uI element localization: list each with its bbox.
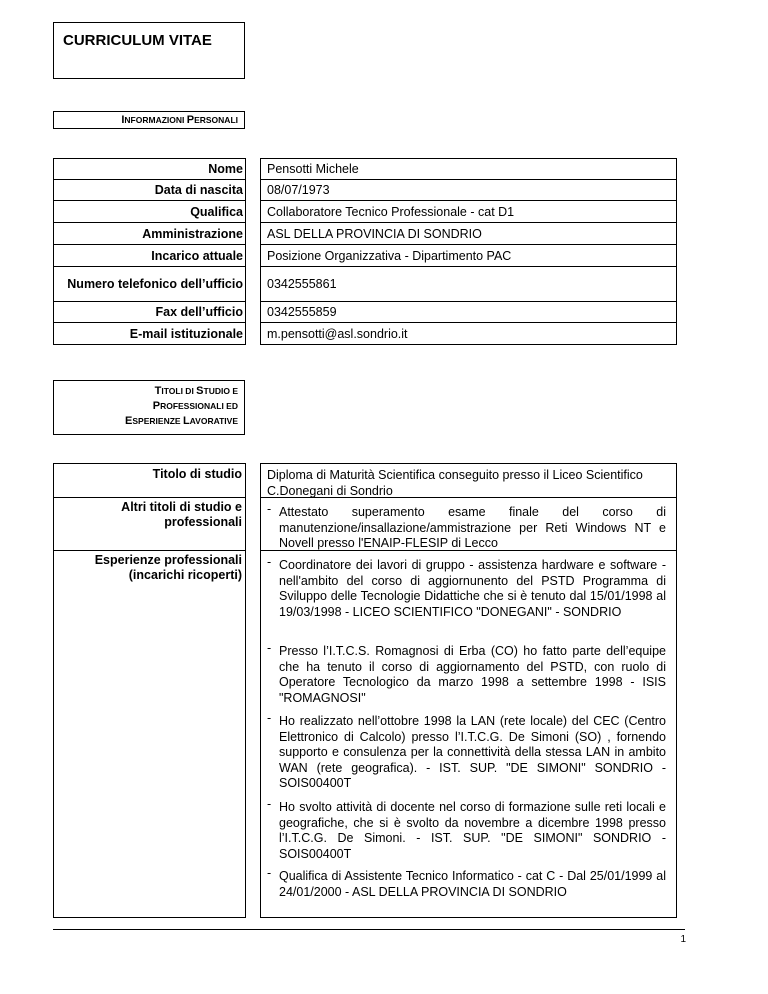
sc-rest: SPERIENZE: [132, 416, 183, 426]
section-header-education: [53, 380, 245, 435]
table-divider: [245, 463, 246, 918]
value-nome: Pensotti Michele: [260, 158, 677, 180]
label-qualifica: Qualifica: [53, 201, 246, 223]
value-incarico: Posizione Organizzativa - Dipartimento PAC: [260, 245, 677, 267]
sc-cap: S: [196, 385, 204, 397]
section2-line1: [58, 384, 238, 399]
section2-line2: [58, 399, 238, 414]
label-nome: Nome: [53, 158, 246, 180]
label-altri-titoli: Altri titoli di studio e professionali: [121, 500, 242, 529]
sc-rest: ITOLI DI: [161, 386, 197, 396]
list-item-altri-titoli: - Attestato superamento esame finale del corso di manutenzione/insallazione/ammistrazione per Reti Windows NT e Novell presso l'ENAIP-FLESIP di Lecco: [267, 502, 666, 550]
sc-rest: ROFESSIONALI ED: [160, 401, 238, 411]
table-divider: [245, 158, 246, 345]
list-item-text: Ho svolto attività di docente nel corso di formazione sulle reti locali e geografiche, che si è svolto da novembre a dicembre 1998 presso l’I.T.C.G. De Simoni. - IST. SUP. "DE SIMONI" SONDRIO - SOIS00400T: [279, 800, 666, 861]
row-divider: [261, 550, 676, 551]
list-item-text: Presso l’I.T.C.S. Romagnosi di Erba (CO) ho fatto parte dell’equipe che ha tenuto il corso di aggiornamento del PSTD, con ruolo di Operatore Tecnologico da marzo 1998 a settembre 1998 - ISIS "ROMAGNOSI": [279, 644, 666, 705]
list-item-esperienza: - Qualifica di Assistente Tecnico Informatico - cat C - Dal 25/01/1999 al 24/01/2000 - ASL DELLA PROVINCIA DI SONDRIO: [267, 866, 666, 899]
sc-cap: T: [154, 385, 162, 397]
row-divider: [54, 497, 245, 498]
page-number: 1: [680, 934, 686, 945]
sc-cap: P: [186, 114, 195, 126]
list-item-text: Qualifica di Assistente Tecnico Informatico - cat C - Dal 25/01/1999 al 24/01/2000 - ASL DELLA PROVINCIA DI SONDRIO: [279, 869, 666, 899]
sc-cap: I: [121, 114, 125, 126]
label-email: E-mail istituzionale: [53, 323, 246, 345]
section-header-personal-info: [53, 111, 245, 129]
label-titolo-studio: Titolo di studio: [152, 467, 242, 481]
sc-rest: TUDIO E: [203, 386, 238, 396]
value-email: m.pensotti@asl.sondrio.it: [260, 323, 677, 345]
value-telefono: 0342555861: [260, 267, 677, 302]
list-item-esperienza: - Ho svolto attività di docente nel corso di formazione sulle reti locali e geografiche, che si è svolto da novembre a dicembre 1998 presso l’I.T.C.G. De Simoni. - IST. SUP. "DE SIMONI" SONDRIO - SOIS00400T: [267, 797, 666, 861]
list-item-esperienza: - Presso l’I.T.C.S. Romagnosi di Erba (CO) ho fatto parte dell’equipe che ha tenuto il corso di aggiornamento del PSTD, con ruolo di Operatore Tecnologico da marzo 1998 a settembre 1998 - ISIS "ROMAGNOSI": [267, 641, 666, 705]
sc-rest: ERSONALI: [194, 115, 238, 125]
sc-cap: L: [182, 415, 190, 427]
list-item-text: Attestato superamento esame finale del corso di manutenzione/insallazione/ammistrazione per Reti Windows NT e Novell presso l'ENAIP-FLESIP di Lecco: [279, 505, 666, 550]
label-fax: Fax dell’ufficio: [53, 302, 246, 323]
cv-title: CURRICULUM VITAE: [53, 22, 245, 79]
row-divider: [54, 550, 245, 551]
label-telefono: Numero telefonico dell’ufficio: [53, 267, 246, 302]
sc-rest: NFORMAZIONI: [124, 115, 187, 125]
sc-cap: P: [152, 400, 161, 412]
education-labels-column: [53, 463, 246, 918]
list-item-text: Ho realizzato nell’ottobre 1998 la LAN (rete locale) del CEC (Centro Elettronico di Calcolo) presso l’I.T.C.G. De Simoni (SO) , fornendo supporto e consulenza per la connettività della stessa LAN in ambito WAN (rete geografica). - IST. SUP. "DE SIMONI" SONDRIO - SOIS00400T: [279, 714, 666, 790]
section2-line3: [58, 414, 238, 429]
sc-rest: AVORATIVE: [189, 416, 238, 426]
list-item-text: Coordinatore dei lavori di gruppo - assistenza hardware e software - nell'ambito del corso di aggiornunento del PSTD Programma di Sviluppo delle Tecnologie Didattiche che si è tenuto dal 15/01/1998 al 19/03/1998 - LICEO SCIENTIFICO "DONEGANI" - SONDRIO: [279, 558, 666, 619]
value-fax: 0342555859: [260, 302, 677, 323]
value-amministrazione: ASL DELLA PROVINCIA DI SONDRIO: [260, 223, 677, 245]
list-item-esperienza: - Coordinatore dei lavori di gruppo - assistenza hardware e software - nell'ambito del corso di aggiornunento del PSTD Programma di Sviluppo delle Tecnologie Didattiche che si è tenuto dal 15/01/1998 al 19/03/1998 - LICEO SCIENTIFICO "DONEGANI" - SONDRIO: [267, 555, 666, 619]
label-amministrazione: Amministrazione: [53, 223, 246, 245]
sc-cap: E: [125, 415, 133, 427]
education-values-column: [260, 463, 677, 918]
value-titolo-studio: Diploma di Maturità Scientifica conseguito presso il Liceo Scientifico C.Donegani di Sondrio: [267, 468, 643, 498]
label-esperienze: Esperienze professionali (incarichi ricoperti): [94, 553, 242, 582]
footer-divider: [53, 929, 685, 930]
value-data-nascita: 08/07/1973: [260, 180, 677, 201]
value-qualifica: Collaboratore Tecnico Professionale - cat D1: [260, 201, 677, 223]
label-data-nascita: Data di nascita: [53, 180, 246, 201]
row-divider: [261, 497, 676, 498]
label-incarico: Incarico attuale: [53, 245, 246, 267]
list-item-esperienza: - Ho realizzato nell’ottobre 1998 la LAN (rete locale) del CEC (Centro Elettronico di Calcolo) presso l’I.T.C.G. De Simoni (SO) , fornendo supporto e consulenza per la connettività della stessa LAN in ambito WAN (rete geografica). - IST. SUP. "DE SIMONI" SONDRIO - SOIS00400T: [267, 711, 666, 790]
